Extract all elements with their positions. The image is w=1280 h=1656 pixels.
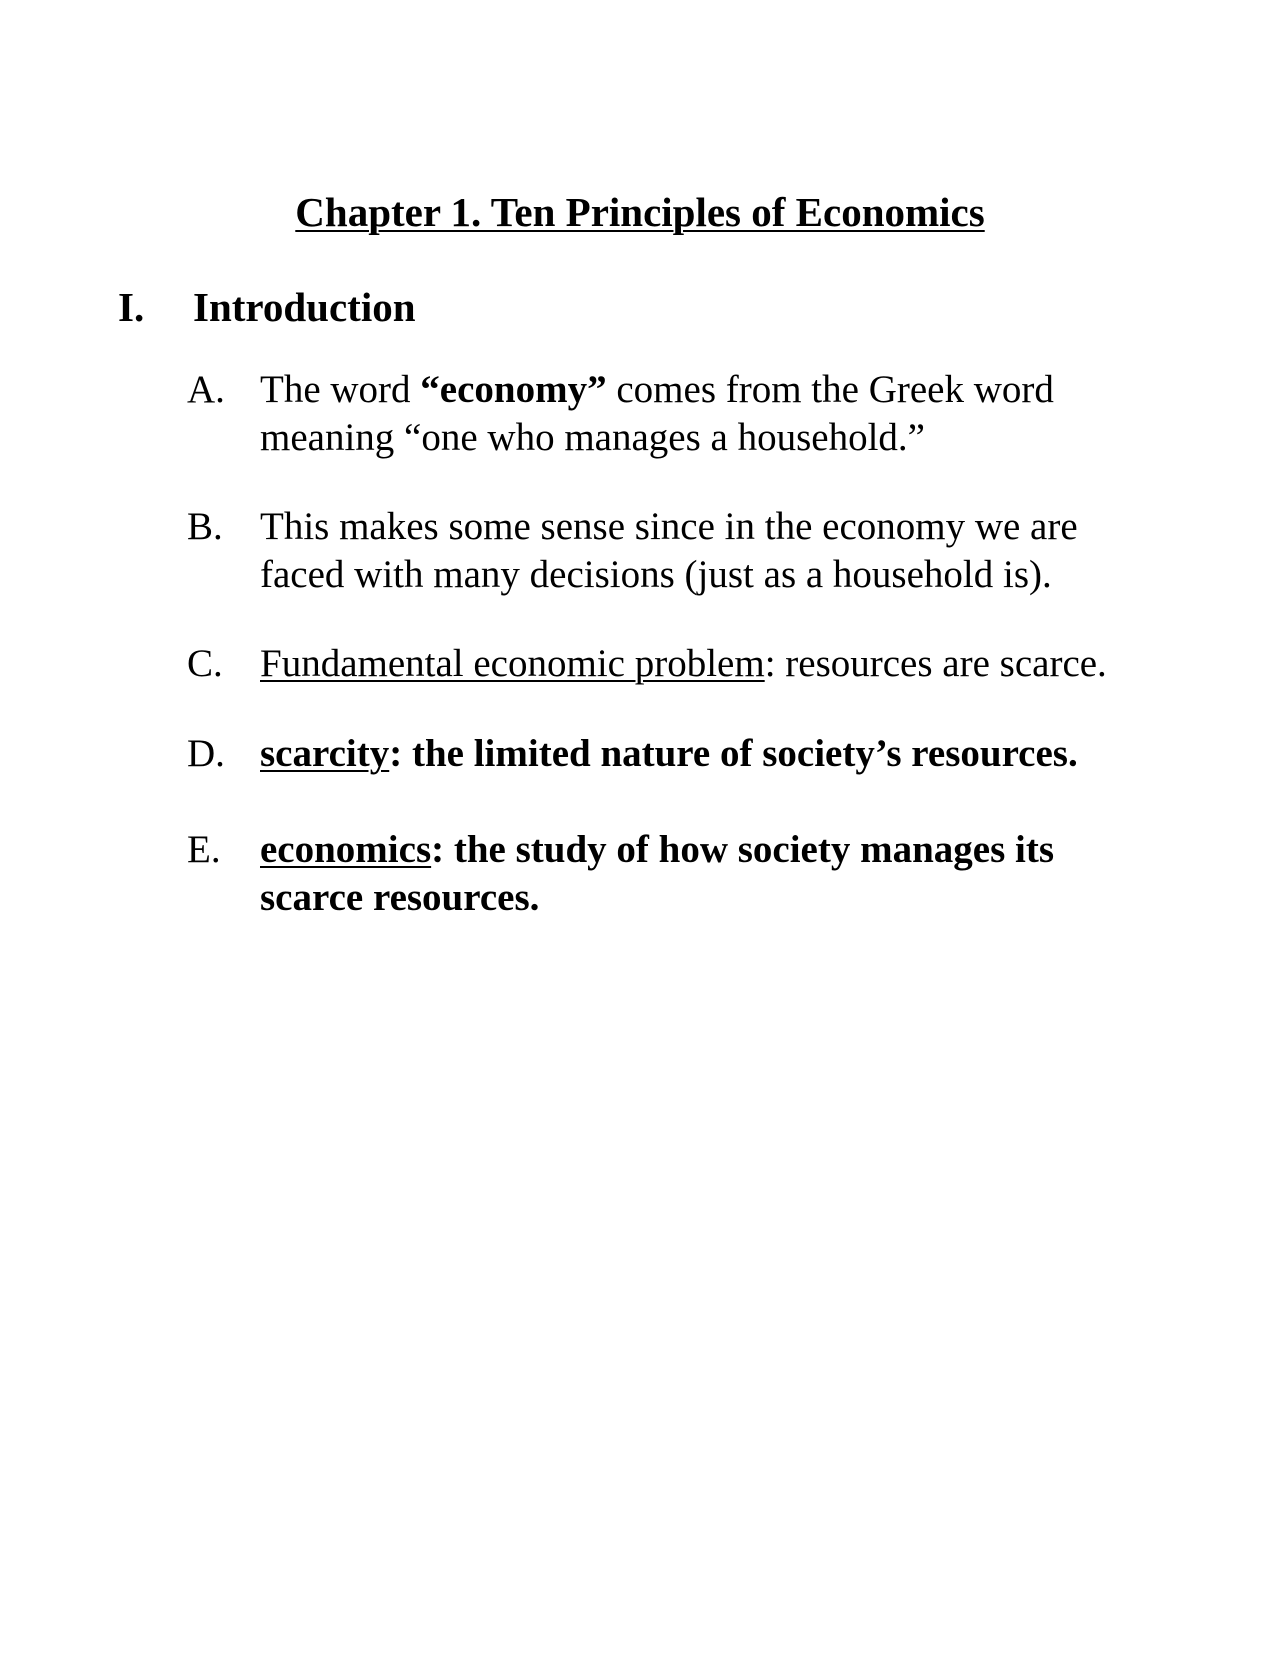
item-letter: E. xyxy=(187,828,221,871)
outline-item-d xyxy=(187,730,1250,778)
fundamental-problem-term: Fundamental economic problem xyxy=(260,642,765,685)
item-letter: D. xyxy=(187,732,225,775)
item-text xyxy=(260,730,1250,778)
item-text-part: The word xyxy=(260,368,421,411)
item-text xyxy=(260,366,1160,462)
outline-item-a xyxy=(187,366,1160,462)
section-number: I. xyxy=(118,284,145,330)
economics-term: economics xyxy=(260,828,432,871)
section-title: Introduction xyxy=(193,284,416,330)
item-letter: C. xyxy=(187,642,223,685)
outline-item-b xyxy=(187,503,1160,599)
item-definition: : the limited nature of society’s resources. xyxy=(389,732,1078,775)
item-definition: : the study of how society manages its scarce resources. xyxy=(260,828,1055,919)
item-text xyxy=(260,826,1130,922)
item-text: This makes some sense since in the economy we are faced with many decisions (just as a household is). xyxy=(260,505,1078,596)
outline-item-e xyxy=(187,826,1130,922)
item-letter: B. xyxy=(187,505,223,548)
page-title xyxy=(0,188,1280,236)
item-text-part: comes from the Greek word meaning “one who manages a household.” xyxy=(260,368,1054,459)
scarcity-term: scarcity xyxy=(260,732,390,775)
item-letter: A. xyxy=(187,368,225,411)
title-text: Chapter 1. Ten Principles of Economics xyxy=(295,189,985,235)
item-text-part: : resources are scarce. xyxy=(764,642,1107,685)
section-heading xyxy=(118,283,416,331)
item-text xyxy=(260,640,1250,688)
outline-item-c xyxy=(187,640,1250,688)
economy-term: “economy” xyxy=(420,368,607,411)
